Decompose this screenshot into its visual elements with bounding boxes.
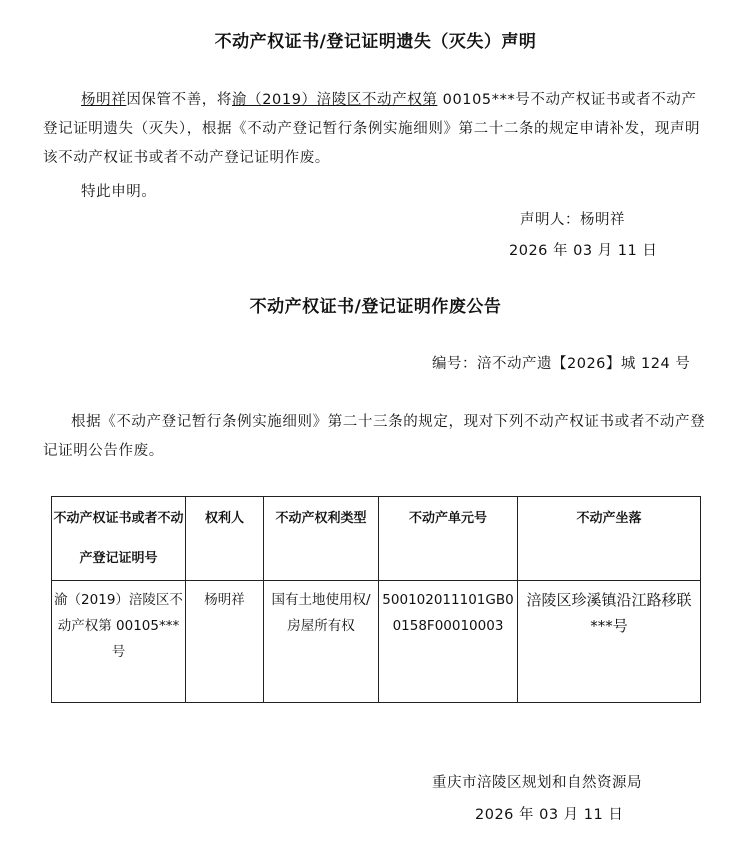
cell-certificate-number: 渝（2019）涪陵区不动产权第 00105***号 bbox=[52, 581, 186, 703]
notice-title: 不动产权证书/登记证明作废公告 bbox=[249, 297, 502, 317]
declarant-name: 杨明祥 bbox=[81, 92, 127, 108]
table-row bbox=[52, 581, 701, 703]
notice-number: 编号：涪不动产遗【2026】城 124 号 bbox=[432, 356, 691, 372]
cell-unit-number: 500102011101GB00158F00010003 bbox=[379, 581, 518, 703]
declaration-closing: 特此申明。 bbox=[81, 184, 157, 200]
table-header-row bbox=[52, 497, 701, 581]
header-location: 不动产坐落 bbox=[518, 497, 701, 581]
declaration-date: 2026 年 03 月 11 日 bbox=[509, 243, 658, 259]
notice-body: 根据《不动产登记暂行条例实施细则》第二十三条的规定，现对下列不动产权证书或者不动产登记证明公告作废。 bbox=[43, 414, 706, 459]
declaration-text-b: 00105***号不动产权证书或者不动产登记证明遗失（灭失），根据《不动产登记暂行条例实施细则》第二十二条的规定申请补发，现声明该不动产权证书或者不动产登记证明作废。 bbox=[43, 92, 701, 166]
certificate-prefix: 渝（2019）涪陵区不动产权第 bbox=[232, 92, 438, 108]
certificate-table bbox=[51, 496, 701, 703]
header-owner: 权利人 bbox=[186, 497, 264, 581]
issuing-organization: 重庆市涪陵区规划和自然资源局 bbox=[432, 775, 642, 791]
cell-right-type: 国有土地使用权/房屋所有权 bbox=[264, 581, 379, 703]
declaration-text-a: 因保管不善，将 bbox=[126, 92, 233, 108]
header-right-type: 不动产权利类型 bbox=[264, 497, 379, 581]
cell-location: 涪陵区珍溪镇沿江路移联***号 bbox=[518, 581, 701, 703]
header-unit-number: 不动产单元号 bbox=[379, 497, 518, 581]
header-certificate-number: 不动产权证书或者不动产登记证明号 bbox=[52, 497, 186, 581]
declaration-body bbox=[43, 86, 708, 173]
cell-owner: 杨明祥 bbox=[186, 581, 264, 703]
issue-date: 2026 年 03 月 11 日 bbox=[475, 807, 624, 823]
declaration-title: 不动产权证书/登记证明遗失（灭失）声明 bbox=[214, 32, 537, 52]
declarant-signature: 声明人：杨明祥 bbox=[520, 212, 625, 228]
